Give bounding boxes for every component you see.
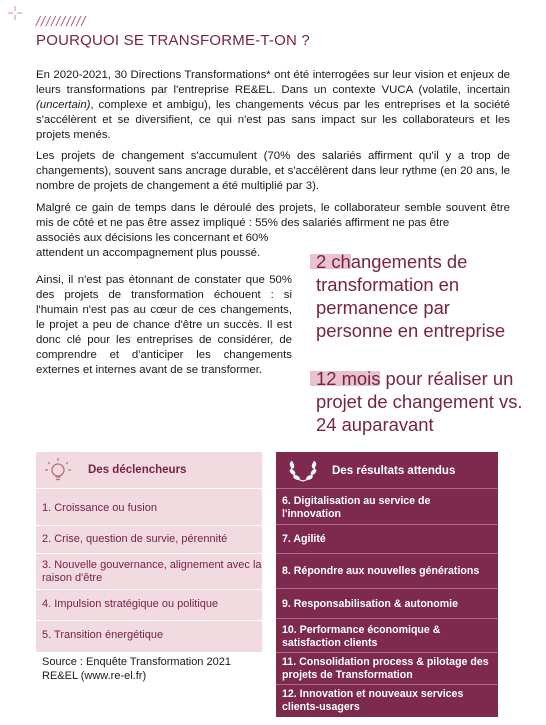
divider <box>36 589 262 590</box>
source-citation: Source : Enquête Transformation 2021 RE&EL (www.re-el.fr) <box>42 656 231 682</box>
divider <box>276 618 498 619</box>
resultats-header <box>276 452 498 488</box>
paragraph-conclusion: Ainsi, il n'est pas étonnant de constater que 50% des projets de transformation échouent : si l'humain n'est pas au cœur de ces changements, le projet a peu de chance d'être un succès. Il est donc clé pour les entreprises de considérer, de comprendre et d'anticiper les changements externes et internes avant de se transformer. <box>36 274 292 376</box>
intro-text-start: En 2020-2021, 30 Directions Transformations* ont été interrogées sur leur vision et enjeux de leurs transformations par l'entreprise RE&EL. Dans un contexte VUCA (volatile, incertain <box>36 69 510 96</box>
intro-text-end: , complexe et ambigu), les changements vécus par les entreprises et la société s'accélèrent et se diversifient, ce qui n'est pas sans impact sur les collaborateurs et les projets menés. <box>36 99 510 141</box>
laurel-icon <box>286 455 320 485</box>
stat-text: pour réaliser un projet de changement vs. 24 auparavant <box>316 368 523 435</box>
page-title: POURQUOI SE TRANSFORME-T-ON ? <box>36 32 310 49</box>
resultat-item: 12. Innovation et nouveaux services clients-usagers <box>282 688 464 713</box>
declencheurs-title: Des déclencheurs <box>88 464 187 476</box>
paragraph-employee-continued: associés aux décisions les concernant et 60% attendent un accompagnement plus poussé. <box>36 232 269 259</box>
lightbulb-icon <box>44 456 72 486</box>
resultats-panel <box>276 452 498 717</box>
divider <box>36 553 262 554</box>
stat-highlight: 12 mois <box>316 368 381 389</box>
stat-highlight: 2 ch <box>316 251 351 272</box>
crosshair-icon <box>8 6 22 20</box>
stat-text: angements de transformation en permanence par personne en entreprise <box>316 251 506 341</box>
resultat-item: 11. Consolidation process & pilotage des projets de Transformation <box>282 656 489 681</box>
divider <box>276 553 498 554</box>
resultat-item: 8. Répondre aux nouvelles générations <box>282 565 480 577</box>
declencheurs-panel <box>36 452 262 652</box>
paragraph-employee: Malgré ce gain de temps dans le déroulé des projets, le collaborateur semble souvent être mis de côté et ne pas être assez impliqué : 55% des salariés affirment ne pas être <box>36 202 510 229</box>
divider <box>276 524 498 525</box>
stat-project-duration <box>316 367 531 436</box>
resultat-item: 6. Digitalisation au service de l'innovation <box>282 495 431 520</box>
divider <box>36 620 262 621</box>
declencheur-item: 5. Transition énergétique <box>42 629 164 641</box>
declencheur-item: 4. Impulsion stratégique ou politique <box>42 598 219 610</box>
divider <box>276 684 498 685</box>
paragraph-projects: Les projets de changement s'accumulent (70% des salariés affirment qu'il y a trop de changements), souvent sans ancrage durable, et s'accélèrent dans leur rythme (en 20 ans, le nombre de projets de changement a été multiplié par 3). <box>36 150 510 192</box>
resultat-item: 9. Responsabilisation & autonomie <box>282 598 459 610</box>
divider <box>276 588 498 589</box>
divider <box>36 525 262 526</box>
resultat-item: 7. Agilité <box>282 533 326 545</box>
decorative-slashes: ////////// <box>36 14 87 28</box>
declencheur-item: 3. Nouvelle gouvernance, alignement avec la raison d'être <box>42 559 262 584</box>
divider <box>276 488 498 489</box>
declencheur-item: 1. Croissance ou fusion <box>42 502 157 514</box>
paragraph-intro <box>36 68 510 143</box>
declencheur-item: 2. Crise, question de survie, pérennité <box>42 533 228 545</box>
resultat-item: 10. Performance économique & satisfaction clients <box>282 624 441 649</box>
stat-changes-per-person <box>316 250 531 342</box>
intro-italic-term: (uncertain) <box>36 99 91 111</box>
resultats-title: Des résultats attendus <box>332 465 456 477</box>
declencheurs-header <box>36 452 262 489</box>
divider <box>276 652 498 653</box>
